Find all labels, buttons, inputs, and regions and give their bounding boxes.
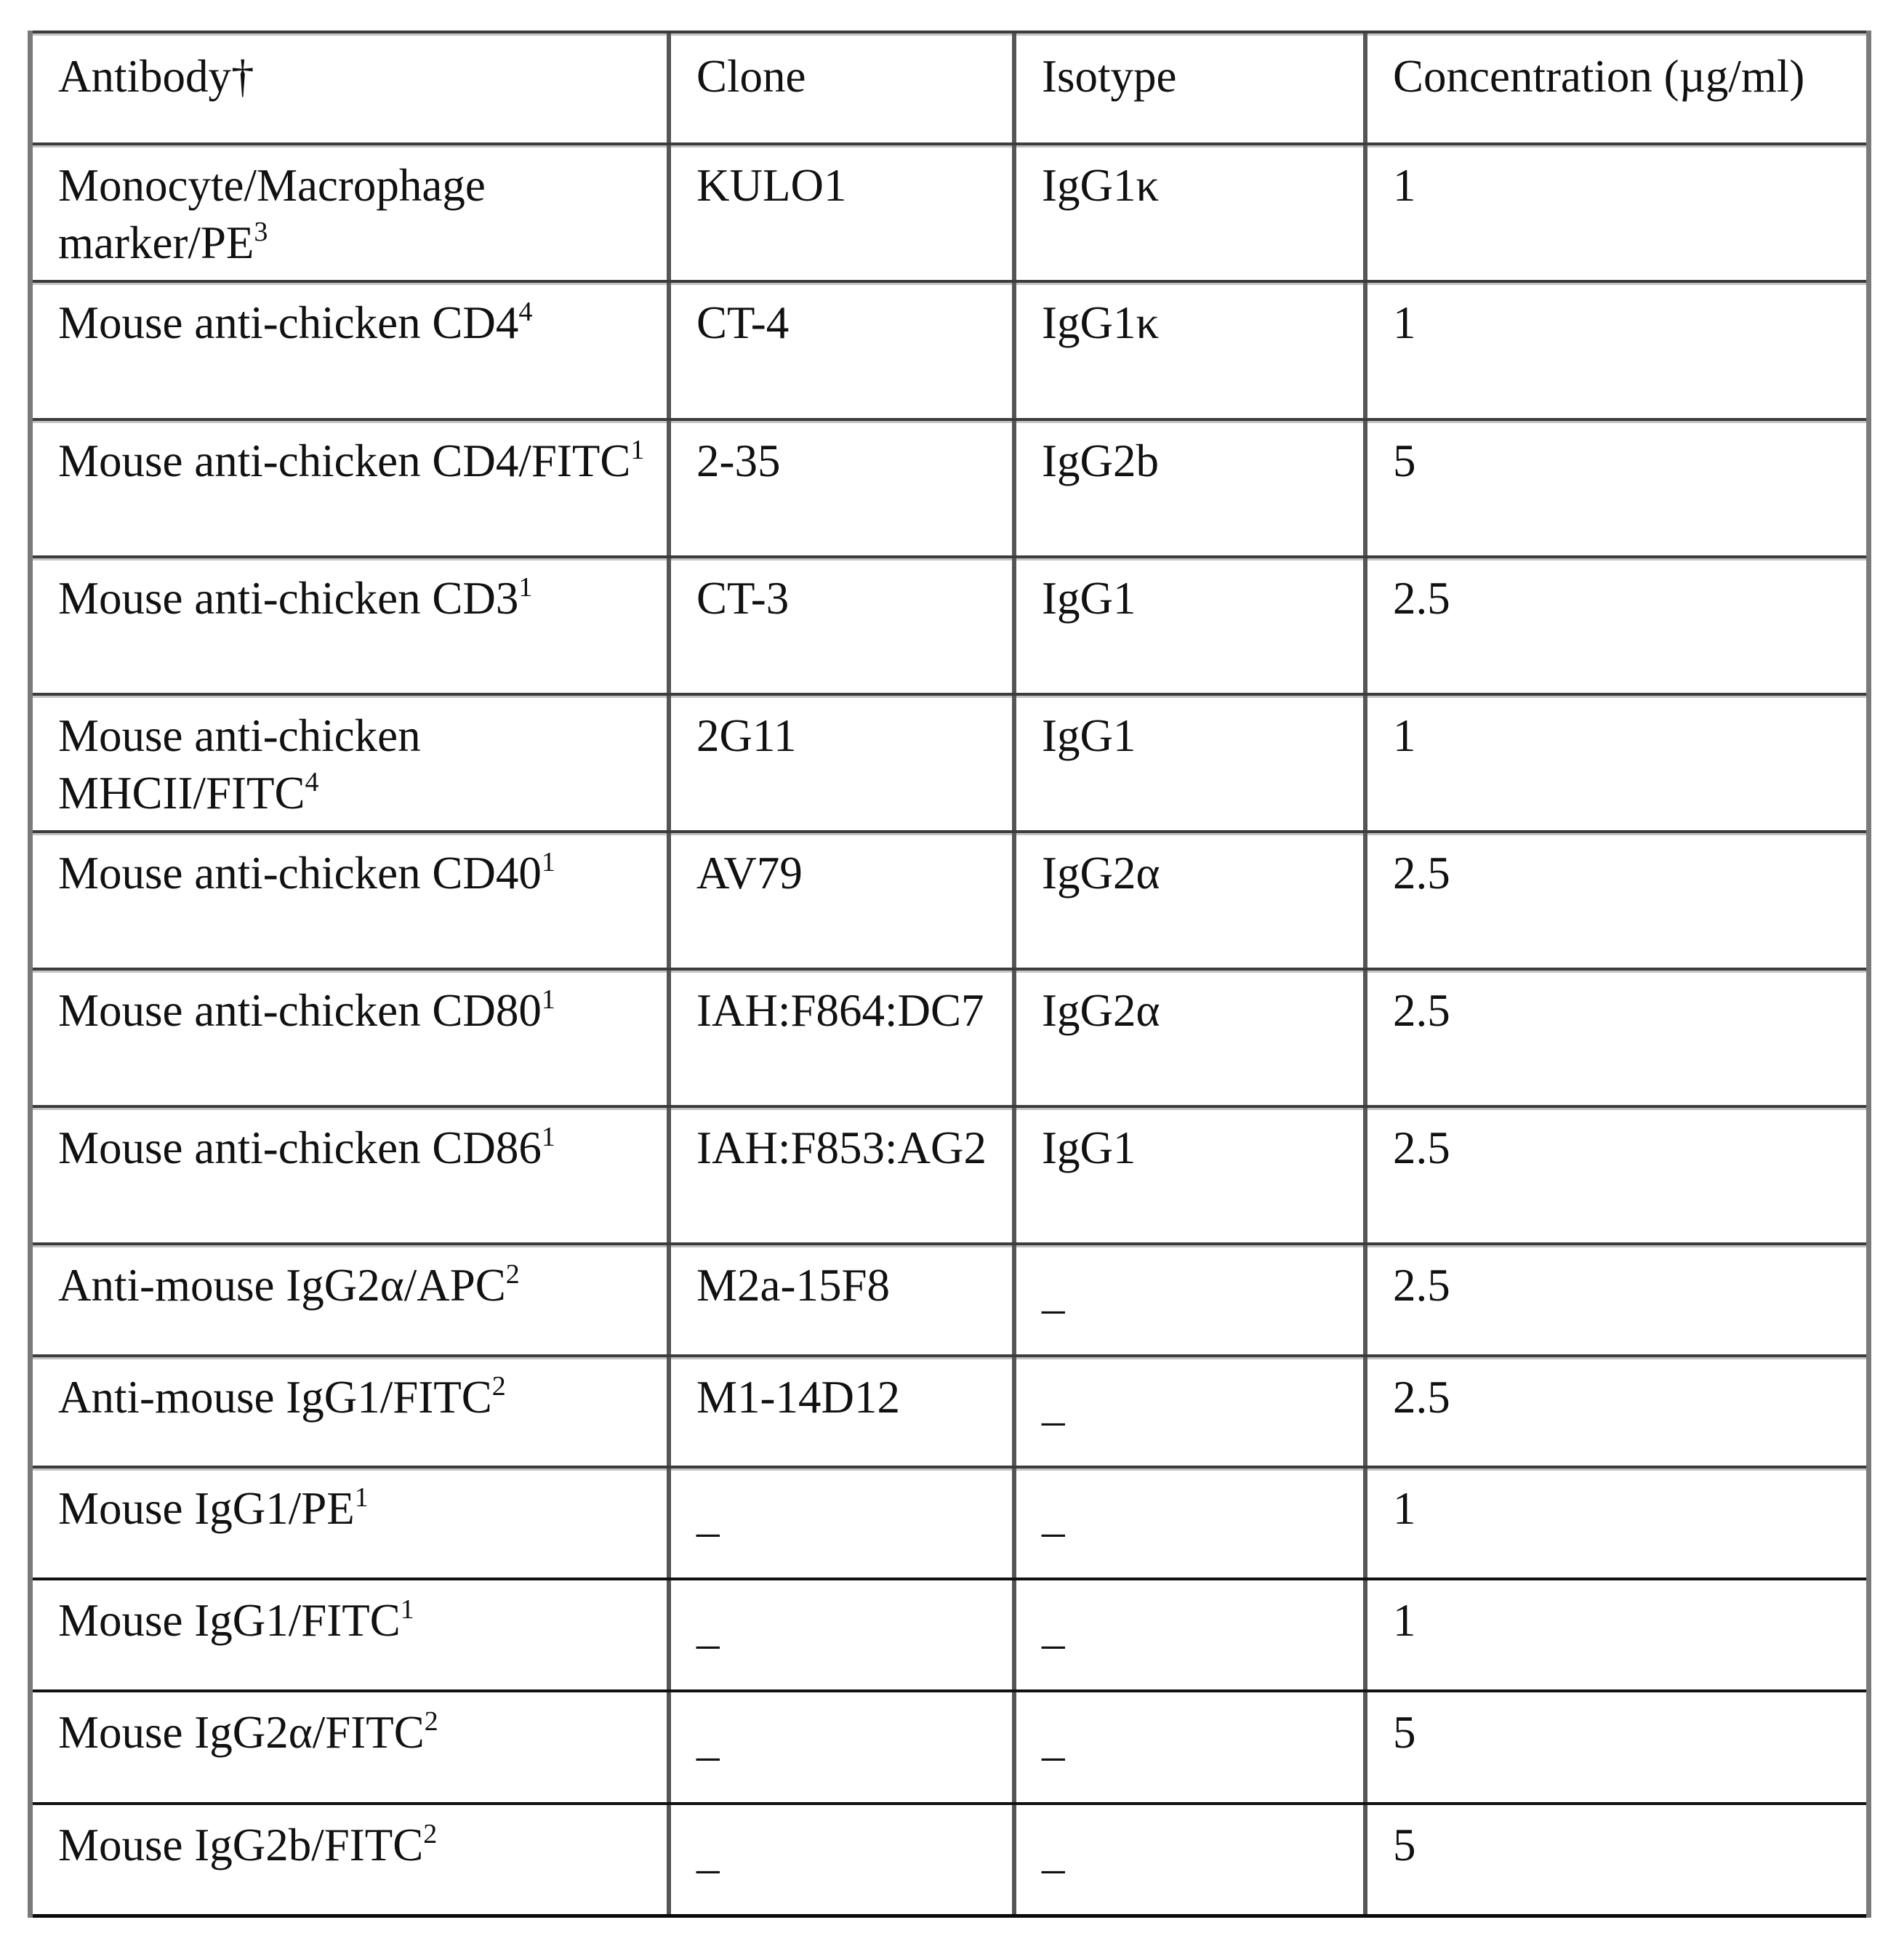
cell-clone: CT-3 bbox=[667, 558, 1012, 693]
cell-isotype: IgG2α bbox=[1012, 833, 1363, 968]
footnote-sup: 1 bbox=[518, 572, 533, 603]
antibody-name: Mouse IgG2b/FITC bbox=[58, 1820, 424, 1870]
cell-antibody bbox=[33, 1692, 667, 1802]
antibody-name: Mouse IgG1/PE bbox=[58, 1483, 355, 1534]
footnote-sup: 1 bbox=[354, 1482, 369, 1513]
cell-antibody bbox=[33, 1580, 667, 1689]
cell-concentration: 1 bbox=[1363, 145, 1866, 280]
table-row bbox=[33, 693, 1866, 830]
cell-antibody bbox=[33, 1245, 667, 1354]
cell-isotype: IgG1κ bbox=[1012, 283, 1363, 418]
cell-isotype: IgG2α bbox=[1012, 970, 1363, 1105]
cell-clone: IAH:F853:AG2 bbox=[667, 1108, 1012, 1242]
table-row bbox=[33, 1689, 1866, 1802]
dagger-footnote-mark: † bbox=[231, 51, 254, 102]
antibody-name: Mouse anti-chicken CD4/FITC bbox=[58, 435, 631, 486]
antibody-name: Mouse anti-chicken CD40 bbox=[58, 848, 542, 899]
header-isotype: Isotype bbox=[1012, 33, 1363, 142]
cell-clone: M1-14D12 bbox=[667, 1357, 1012, 1466]
table-row bbox=[33, 1354, 1866, 1466]
antibody-name: Mouse anti-chicken CD3 bbox=[58, 573, 519, 624]
table-row bbox=[33, 280, 1866, 418]
header-antibody-label: Antibody bbox=[58, 51, 232, 102]
footnote-sup: 4 bbox=[305, 767, 319, 797]
footnote-sup: 1 bbox=[541, 984, 555, 1015]
cell-isotype: _ bbox=[1012, 1580, 1363, 1689]
cell-isotype: IgG1 bbox=[1012, 558, 1363, 693]
footnote-sup: 3 bbox=[254, 217, 268, 247]
cell-antibody bbox=[33, 421, 667, 555]
cell-clone: CT-4 bbox=[667, 283, 1012, 418]
antibody-table bbox=[28, 31, 1871, 1918]
antibody-name: Anti-mouse IgG2α/APC bbox=[58, 1260, 506, 1311]
cell-antibody bbox=[33, 970, 667, 1105]
cell-isotype: _ bbox=[1012, 1357, 1363, 1466]
table-header-row bbox=[33, 31, 1866, 142]
cell-isotype: _ bbox=[1012, 1805, 1363, 1914]
footnote-sup: 2 bbox=[423, 1819, 438, 1849]
cell-antibody bbox=[33, 558, 667, 693]
cell-clone: IAH:F864:DC7 bbox=[667, 970, 1012, 1105]
header-clone: Clone bbox=[667, 33, 1012, 142]
cell-isotype: IgG1κ bbox=[1012, 145, 1363, 280]
footnote-sup: 1 bbox=[541, 847, 555, 877]
footnote-sup: 2 bbox=[424, 1706, 438, 1737]
footnote-sup: 2 bbox=[491, 1371, 506, 1402]
antibody-name: Mouse anti-chicken CD4 bbox=[58, 297, 519, 348]
cell-clone: 2G11 bbox=[667, 696, 1012, 830]
cell-concentration: 5 bbox=[1363, 1805, 1866, 1914]
table-row bbox=[33, 1578, 1866, 1689]
footnote-sup: 4 bbox=[518, 297, 533, 327]
table-row bbox=[33, 1105, 1866, 1242]
cell-isotype: _ bbox=[1012, 1692, 1363, 1802]
cell-concentration: 5 bbox=[1363, 421, 1866, 555]
header-concentration: Concentration (µg/ml) bbox=[1363, 33, 1866, 142]
table-row bbox=[33, 555, 1866, 693]
antibody-name: Mouse anti-chicken CD80 bbox=[58, 985, 542, 1036]
cell-antibody bbox=[33, 1108, 667, 1242]
cell-isotype: IgG1 bbox=[1012, 696, 1363, 830]
cell-isotype: _ bbox=[1012, 1245, 1363, 1354]
cell-concentration: 1 bbox=[1363, 696, 1866, 830]
cell-concentration: 5 bbox=[1363, 1692, 1866, 1802]
header-antibody bbox=[33, 33, 667, 142]
cell-isotype: IgG2b bbox=[1012, 421, 1363, 555]
cell-clone: _ bbox=[667, 1580, 1012, 1689]
footnote-sup: 1 bbox=[630, 435, 645, 465]
cell-antibody bbox=[33, 833, 667, 968]
table-row bbox=[33, 418, 1866, 555]
cell-concentration: 2.5 bbox=[1363, 1245, 1866, 1354]
table-row bbox=[33, 968, 1866, 1105]
table-row bbox=[33, 830, 1866, 968]
antibody-name: Mouse IgG2α/FITC bbox=[58, 1707, 425, 1758]
cell-clone: _ bbox=[667, 1805, 1012, 1914]
cell-concentration: 2.5 bbox=[1363, 970, 1866, 1105]
table-row bbox=[33, 142, 1866, 280]
table-row bbox=[33, 1466, 1866, 1578]
cell-antibody bbox=[33, 1357, 667, 1466]
antibody-name: Anti-mouse IgG1/FITC bbox=[58, 1372, 492, 1423]
cell-clone: 2-35 bbox=[667, 421, 1012, 555]
cell-concentration: 2.5 bbox=[1363, 1357, 1866, 1466]
cell-clone: KULO1 bbox=[667, 145, 1012, 280]
cell-clone: M2a-15F8 bbox=[667, 1245, 1012, 1354]
table-row bbox=[33, 1802, 1866, 1918]
table-row bbox=[33, 1242, 1866, 1354]
cell-antibody bbox=[33, 1468, 667, 1578]
footnote-sup: 1 bbox=[400, 1594, 414, 1625]
cell-concentration: 1 bbox=[1363, 1468, 1866, 1578]
cell-concentration: 1 bbox=[1363, 283, 1866, 418]
cell-concentration: 2.5 bbox=[1363, 1108, 1866, 1242]
cell-concentration: 2.5 bbox=[1363, 558, 1866, 693]
cell-antibody bbox=[33, 283, 667, 418]
antibody-name: Mouse anti-chicken MHCII/FITC bbox=[58, 710, 421, 819]
antibody-name: Mouse anti-chicken CD86 bbox=[58, 1122, 542, 1173]
cell-antibody bbox=[33, 1805, 667, 1914]
cell-clone: _ bbox=[667, 1692, 1012, 1802]
cell-clone: _ bbox=[667, 1468, 1012, 1578]
cell-antibody bbox=[33, 696, 667, 830]
cell-concentration: 2.5 bbox=[1363, 833, 1866, 968]
footnote-sup: 2 bbox=[505, 1259, 520, 1290]
antibody-name: Monocyte/Macrophage marker/PE bbox=[58, 160, 486, 268]
cell-concentration: 1 bbox=[1363, 1580, 1866, 1689]
antibody-name: Mouse IgG1/FITC bbox=[58, 1595, 401, 1646]
cell-clone: AV79 bbox=[667, 833, 1012, 968]
cell-isotype: IgG1 bbox=[1012, 1108, 1363, 1242]
footnote-sup: 1 bbox=[541, 1122, 555, 1152]
cell-antibody bbox=[33, 145, 667, 280]
cell-isotype: _ bbox=[1012, 1468, 1363, 1578]
